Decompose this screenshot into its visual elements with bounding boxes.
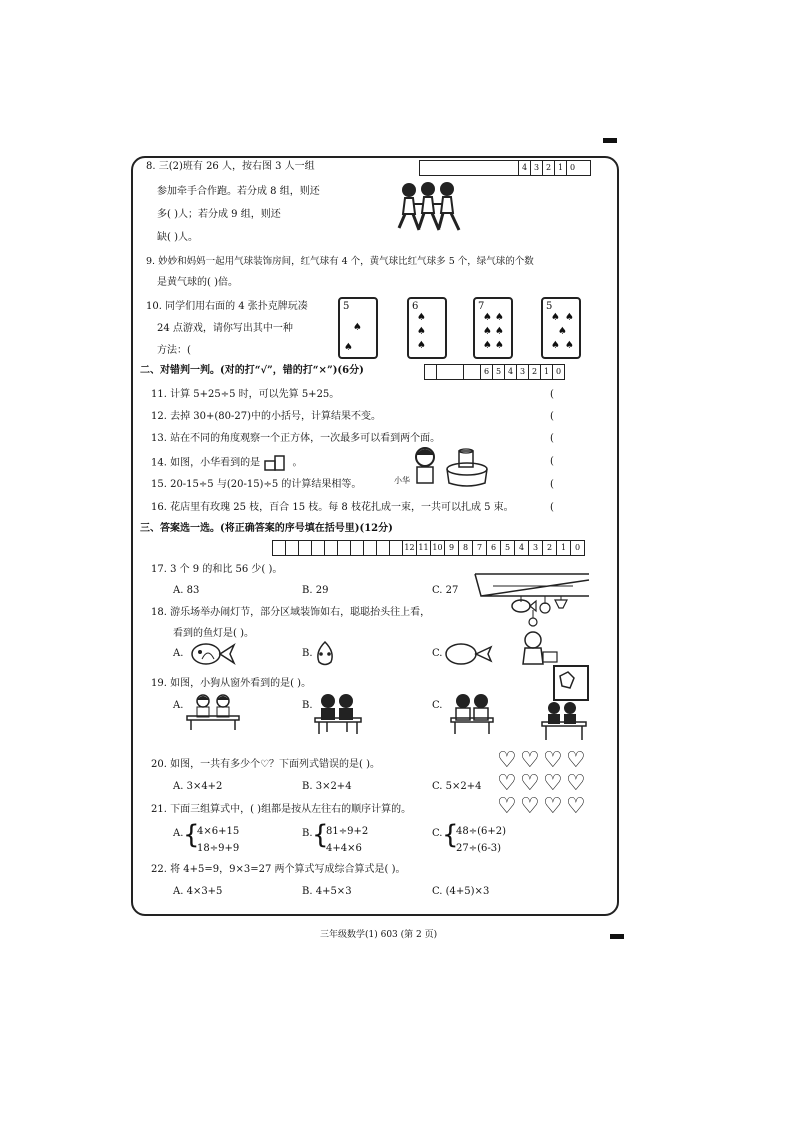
- spade-icon: ♠: [551, 340, 560, 351]
- brace-icon: {: [183, 820, 200, 850]
- q21-option-c-label[interactable]: C.: [432, 828, 443, 839]
- spade-icon: ♠: [483, 326, 492, 337]
- question-20: 20. 如图，一共有多少个♡？下面列式错误的是( )。: [151, 759, 381, 770]
- fish-lantern-head-on-icon: [313, 640, 337, 668]
- q21-option-a-line-1: 4×6+15: [197, 826, 240, 837]
- question-14: [151, 455, 302, 471]
- question-11: 11. 计算 5+25÷5 时，可以先算 5+25。: [151, 389, 340, 400]
- q20-option-a[interactable]: A. 3×4+2: [173, 781, 223, 792]
- fish-lantern-below-icon: [443, 642, 493, 666]
- question-21: 21. 下面三组算式中，( )组都是按从左往右的顺序计算的。: [151, 804, 412, 815]
- spade-icon: ♠: [495, 340, 504, 351]
- score-box: 6: [480, 365, 492, 379]
- playing-card-2: [407, 297, 447, 359]
- answer-paren[interactable]: (: [550, 502, 554, 513]
- score-box: 7: [472, 541, 486, 555]
- q14-tail: 。: [292, 457, 303, 469]
- question-16: 16. 花店里有玫瑰 25 枝，百合 15 枝。每 8 枝花扎成一束，一共可以扎成 5 束。: [151, 502, 514, 513]
- score-box: [285, 541, 298, 555]
- answer-paren[interactable]: (: [550, 389, 554, 400]
- q17-option-a[interactable]: A. 83: [173, 585, 200, 596]
- heart-icon: ♡: [566, 794, 586, 819]
- spade-icon: ♠: [495, 326, 504, 337]
- spade-icon: ♠: [483, 312, 492, 323]
- question-15: 15. 20-15÷5 与(20-15)÷5 的计算结果相等。: [151, 479, 362, 490]
- spade-icon: ♠: [495, 312, 504, 323]
- q20-option-b[interactable]: B. 3×2+4: [302, 781, 352, 792]
- score-box: [324, 541, 337, 555]
- question-13: 13. 站在不同的角度观察一个正方体，一次最多可以看到两个面。: [151, 433, 441, 444]
- score-box: 5: [492, 365, 504, 379]
- score-box: 6: [486, 541, 500, 555]
- q21-option-b-line-1: 81÷9+2: [326, 826, 369, 837]
- heart-icon: ♡: [497, 748, 517, 773]
- spade-icon: ♠: [417, 326, 426, 337]
- q22-option-a[interactable]: A. 4×3+5: [173, 886, 223, 897]
- heart-icon: ♡: [520, 771, 540, 796]
- heart-icon: ♡: [497, 794, 517, 819]
- children-at-desk-front-view-icon: [183, 692, 243, 732]
- score-box: 5: [500, 541, 514, 555]
- score-box: 0: [552, 365, 564, 379]
- score-box: 4: [514, 541, 528, 555]
- score-box: 3: [528, 541, 542, 555]
- score-box: [463, 365, 480, 379]
- spade-icon: ♠: [565, 312, 574, 323]
- score-box: 12: [402, 541, 416, 555]
- q18-option-c[interactable]: C.: [432, 648, 443, 659]
- q20-option-c[interactable]: C. 5×2+4: [432, 781, 482, 792]
- score-box: [376, 541, 389, 555]
- q18-option-b[interactable]: B.: [302, 648, 313, 659]
- spade-icon: ♠: [353, 322, 362, 333]
- score-box: 2: [528, 365, 540, 379]
- xiaohua-caption: 小华: [394, 476, 410, 485]
- score-box: 2: [542, 541, 556, 555]
- xiaohua-looking-at-cup-illustration: [405, 443, 495, 491]
- score-box: 10: [430, 541, 444, 555]
- card-corner-number: 7: [478, 301, 485, 312]
- brace-icon: {: [442, 820, 459, 850]
- spade-icon: ♠: [483, 340, 492, 351]
- spade-icon: ♠: [551, 312, 560, 323]
- section-2-score-strip: [424, 364, 565, 380]
- answer-paren[interactable]: (: [550, 411, 554, 422]
- section-3-score-strip: [272, 540, 585, 556]
- q21-option-c-line-1: 48÷(6+2): [456, 826, 507, 837]
- q8-line-4: 缺( )人。: [157, 232, 198, 243]
- q22-option-c[interactable]: C. (4+5)×3: [432, 886, 490, 897]
- q18-line-1: 18. 游乐场举办闹灯节，部分区域装饰如右，聪聪抬头往上看，: [151, 607, 431, 618]
- score-box: [363, 541, 376, 555]
- running-children-illustration: [395, 180, 465, 238]
- answer-paren[interactable]: (: [550, 456, 554, 467]
- q8-score-strip: 4 3 2 1 0: [419, 160, 591, 176]
- score-box: 11: [416, 541, 430, 555]
- score-box: [298, 541, 311, 555]
- score-box: [389, 541, 402, 555]
- brace-icon: {: [312, 820, 329, 850]
- question-17: 17. 3 个 9 的和比 56 少( )。: [151, 564, 283, 575]
- children-at-desk-back-view-icon: [313, 692, 363, 736]
- heart-icon: ♡: [520, 794, 540, 819]
- heart-icon: ♡: [543, 771, 563, 796]
- q18-option-a[interactable]: A.: [173, 648, 184, 659]
- score-box: 1: [556, 541, 570, 555]
- playing-card-4: [541, 297, 581, 359]
- score-box: 4: [504, 365, 516, 379]
- q17-option-c[interactable]: C. 27: [432, 585, 459, 596]
- q19-option-b[interactable]: B.: [302, 700, 313, 711]
- q8-line-2: 参加牵手合作跑。若分成 8 组，则还: [157, 186, 320, 197]
- score-box: [337, 541, 350, 555]
- heart-icon: ♡: [497, 771, 517, 796]
- answer-paren[interactable]: (: [550, 479, 554, 490]
- q21-option-b-label[interactable]: B.: [302, 828, 313, 839]
- q8-line-1: 8. 三(2)班有 26 人，按右图 3 人一组: [146, 161, 315, 172]
- playing-card-3: [473, 297, 513, 359]
- playing-card-1: [338, 297, 378, 359]
- score-box: 9: [444, 541, 458, 555]
- question-22: 22. 将 4+5=9，9×3=27 两个算式写成综合算式是( )。: [151, 864, 406, 875]
- heart-icon: ♡: [566, 771, 586, 796]
- answer-paren[interactable]: (: [550, 433, 554, 444]
- q9-line-1: 9. 妙妙和妈妈一起用气球装饰房间，红气球有 4 个，黄气球比红气球多 5 个，绿气球的个数: [146, 256, 534, 267]
- q17-option-b[interactable]: B. 29: [302, 585, 329, 596]
- q21-option-a-label[interactable]: A.: [173, 828, 184, 839]
- q10-line-1: 10. 同学们用右面的 4 张扑克牌玩凑: [146, 301, 308, 312]
- corner-marker-top: [603, 138, 617, 143]
- page-footer: 三年级数学(1) 603 (第 2 页): [320, 930, 438, 940]
- card-corner-number: 5: [343, 301, 350, 312]
- fish-lantern-front-icon: [188, 641, 236, 667]
- score-box: [425, 365, 436, 379]
- spade-icon: ♠: [417, 312, 426, 323]
- question-19: 19. 如图，小狗从窗外看到的是( )。: [151, 678, 312, 689]
- heart-icon: ♡: [543, 748, 563, 773]
- q21-option-c-line-2: 27÷(6-3): [456, 843, 502, 854]
- section-2-title: 二、对错判一判。(对的打“√”，错的打“×”)(6分): [140, 365, 364, 376]
- spade-icon: ♠: [344, 342, 353, 353]
- corner-marker-bottom: [610, 934, 624, 939]
- heart-icon: ♡: [520, 748, 540, 773]
- q14-text: 14. 如图，小华看到的是: [151, 457, 261, 469]
- score-box: 0: [570, 541, 584, 555]
- score-box: [273, 541, 285, 555]
- q21-option-b-line-2: 4+4×6: [326, 843, 362, 854]
- q19-option-a[interactable]: A.: [173, 700, 184, 711]
- score-box: [350, 541, 363, 555]
- score-box: [311, 541, 324, 555]
- score-box: [436, 365, 463, 379]
- spade-icon: ♠: [565, 340, 574, 351]
- q18-line-2: 看到的鱼灯是( )。: [173, 628, 254, 639]
- section-3-title: 三、答案选一选。(将正确答案的序号填在括号里)(12分): [140, 523, 393, 534]
- q8-line-3: 多( )人；若分成 9 组，则还: [157, 209, 281, 220]
- children-at-desk-side-view-icon: [447, 692, 497, 736]
- q10-line-2: 24 点游戏，请你写出其中一种: [157, 323, 293, 334]
- score-box: 3: [516, 365, 528, 379]
- q22-option-b[interactable]: B. 4+5×3: [302, 886, 352, 897]
- question-12: 12. 去掉 30+(80-27)中的小括号，计算结果不变。: [151, 411, 381, 422]
- heart-icon: ♡: [566, 748, 586, 773]
- score-box: 8: [458, 541, 472, 555]
- card-corner-number: 5: [546, 301, 553, 312]
- q19-option-c[interactable]: C.: [432, 700, 443, 711]
- q9-line-2: 是黄气球的( )倍。: [157, 277, 238, 288]
- spade-icon: ♠: [558, 326, 567, 337]
- heart-icon: ♡: [543, 794, 563, 819]
- spade-icon: ♠: [417, 340, 426, 351]
- dog-at-window-illustration: [540, 664, 592, 744]
- q10-line-3: 方法：(: [157, 345, 191, 356]
- card-corner-number: 6: [412, 301, 419, 312]
- score-box: 1: [540, 365, 552, 379]
- q21-option-a-line-2: 18÷9+9: [197, 843, 240, 854]
- cup-view-icon: [263, 455, 289, 471]
